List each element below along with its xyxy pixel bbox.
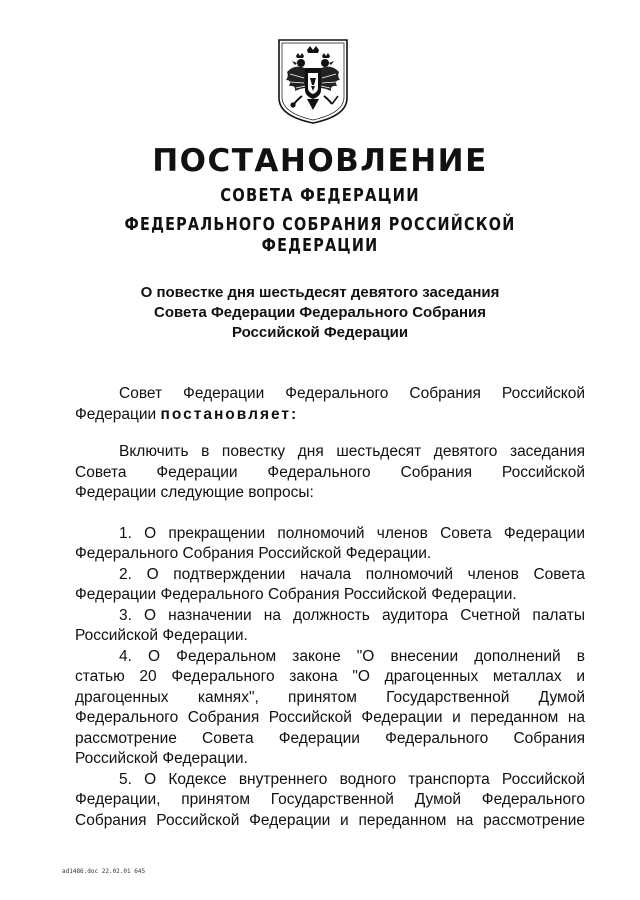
agenda-item (75, 565, 585, 606)
document-body (75, 384, 585, 831)
text-line: Федерации следующие вопросы: (75, 484, 314, 501)
text-line: Включить в повестку дня шестьдесят девятого заседания (119, 443, 585, 460)
agenda-item (75, 647, 585, 770)
text-line: Российской Федерации. (75, 750, 248, 767)
text-line: статью 20 Федерального закона "О драгоценных металлах и (75, 668, 585, 685)
agenda-item (75, 770, 585, 832)
text-line: 3. О назначении на должность аудитора Счетной палаты (119, 606, 585, 624)
text-line: Федерального Собрания Российской Федерации. (75, 545, 432, 562)
text-line: Федерации, принятом Государственной Думой Федерального (75, 791, 585, 808)
text-line: 5. О Кодексе внутреннего водного транспорта Российской (119, 770, 585, 788)
agenda-item (75, 606, 585, 647)
resolves-word: постановляет: (160, 405, 299, 423)
document-subject (100, 283, 540, 343)
text-line: 2. О подтверждении начала полномочий членов Совета (119, 565, 585, 583)
document-title: ПОСТАНОВЛЕНИЕ (152, 143, 488, 179)
text-line: Совета Федерации Федерального Собрания Российской (75, 463, 585, 481)
agenda-list (75, 524, 585, 832)
text-line: Совет Федерации Федерального Собрания Российской (119, 385, 585, 402)
preamble-paragraph (75, 384, 585, 425)
text-fragment: Федерации (75, 405, 161, 423)
issuer-line-1: СОВЕТА ФЕДЕРАЦИИ (220, 185, 420, 206)
text-line: 4. О Федеральном законе "О внесении дополнений в (119, 647, 585, 665)
double-headed-eagle-icon (276, 38, 350, 124)
subject-line: О повестке дня шестьдесят девятого заседания (140, 284, 500, 301)
text-line (75, 405, 585, 426)
text-line: драгоценных камнях", принятом Государственной Думой (75, 688, 585, 706)
text-line: Федерации Федерального Собрания Российской Федерации. (75, 586, 517, 603)
subject-line: Совета Федерации Федерального Собрания (153, 304, 487, 321)
text-line: Федерального Собрания Российской Федерации и переданном на (75, 709, 585, 726)
document-code: ad1486.doc 22.02.01 645 (62, 868, 146, 875)
text-line: 1. О прекращении полномочий членов Совета Федерации (119, 524, 585, 542)
agenda-item (75, 524, 585, 565)
text-line: рассмотрение Совета Федерации Федерального Собрания (75, 729, 585, 747)
issuer-line-2: ФЕДЕРАЛЬНОГО СОБРАНИЯ РОССИЙСКОЙ ФЕДЕРАЦИИ (124, 214, 516, 256)
text-line: Собрания Российской Федерации и переданном на рассмотрение (75, 811, 585, 829)
include-paragraph (75, 442, 585, 504)
subject-line: Российской Федерации (231, 324, 409, 341)
text-line: Российской Федерации. (75, 627, 248, 644)
